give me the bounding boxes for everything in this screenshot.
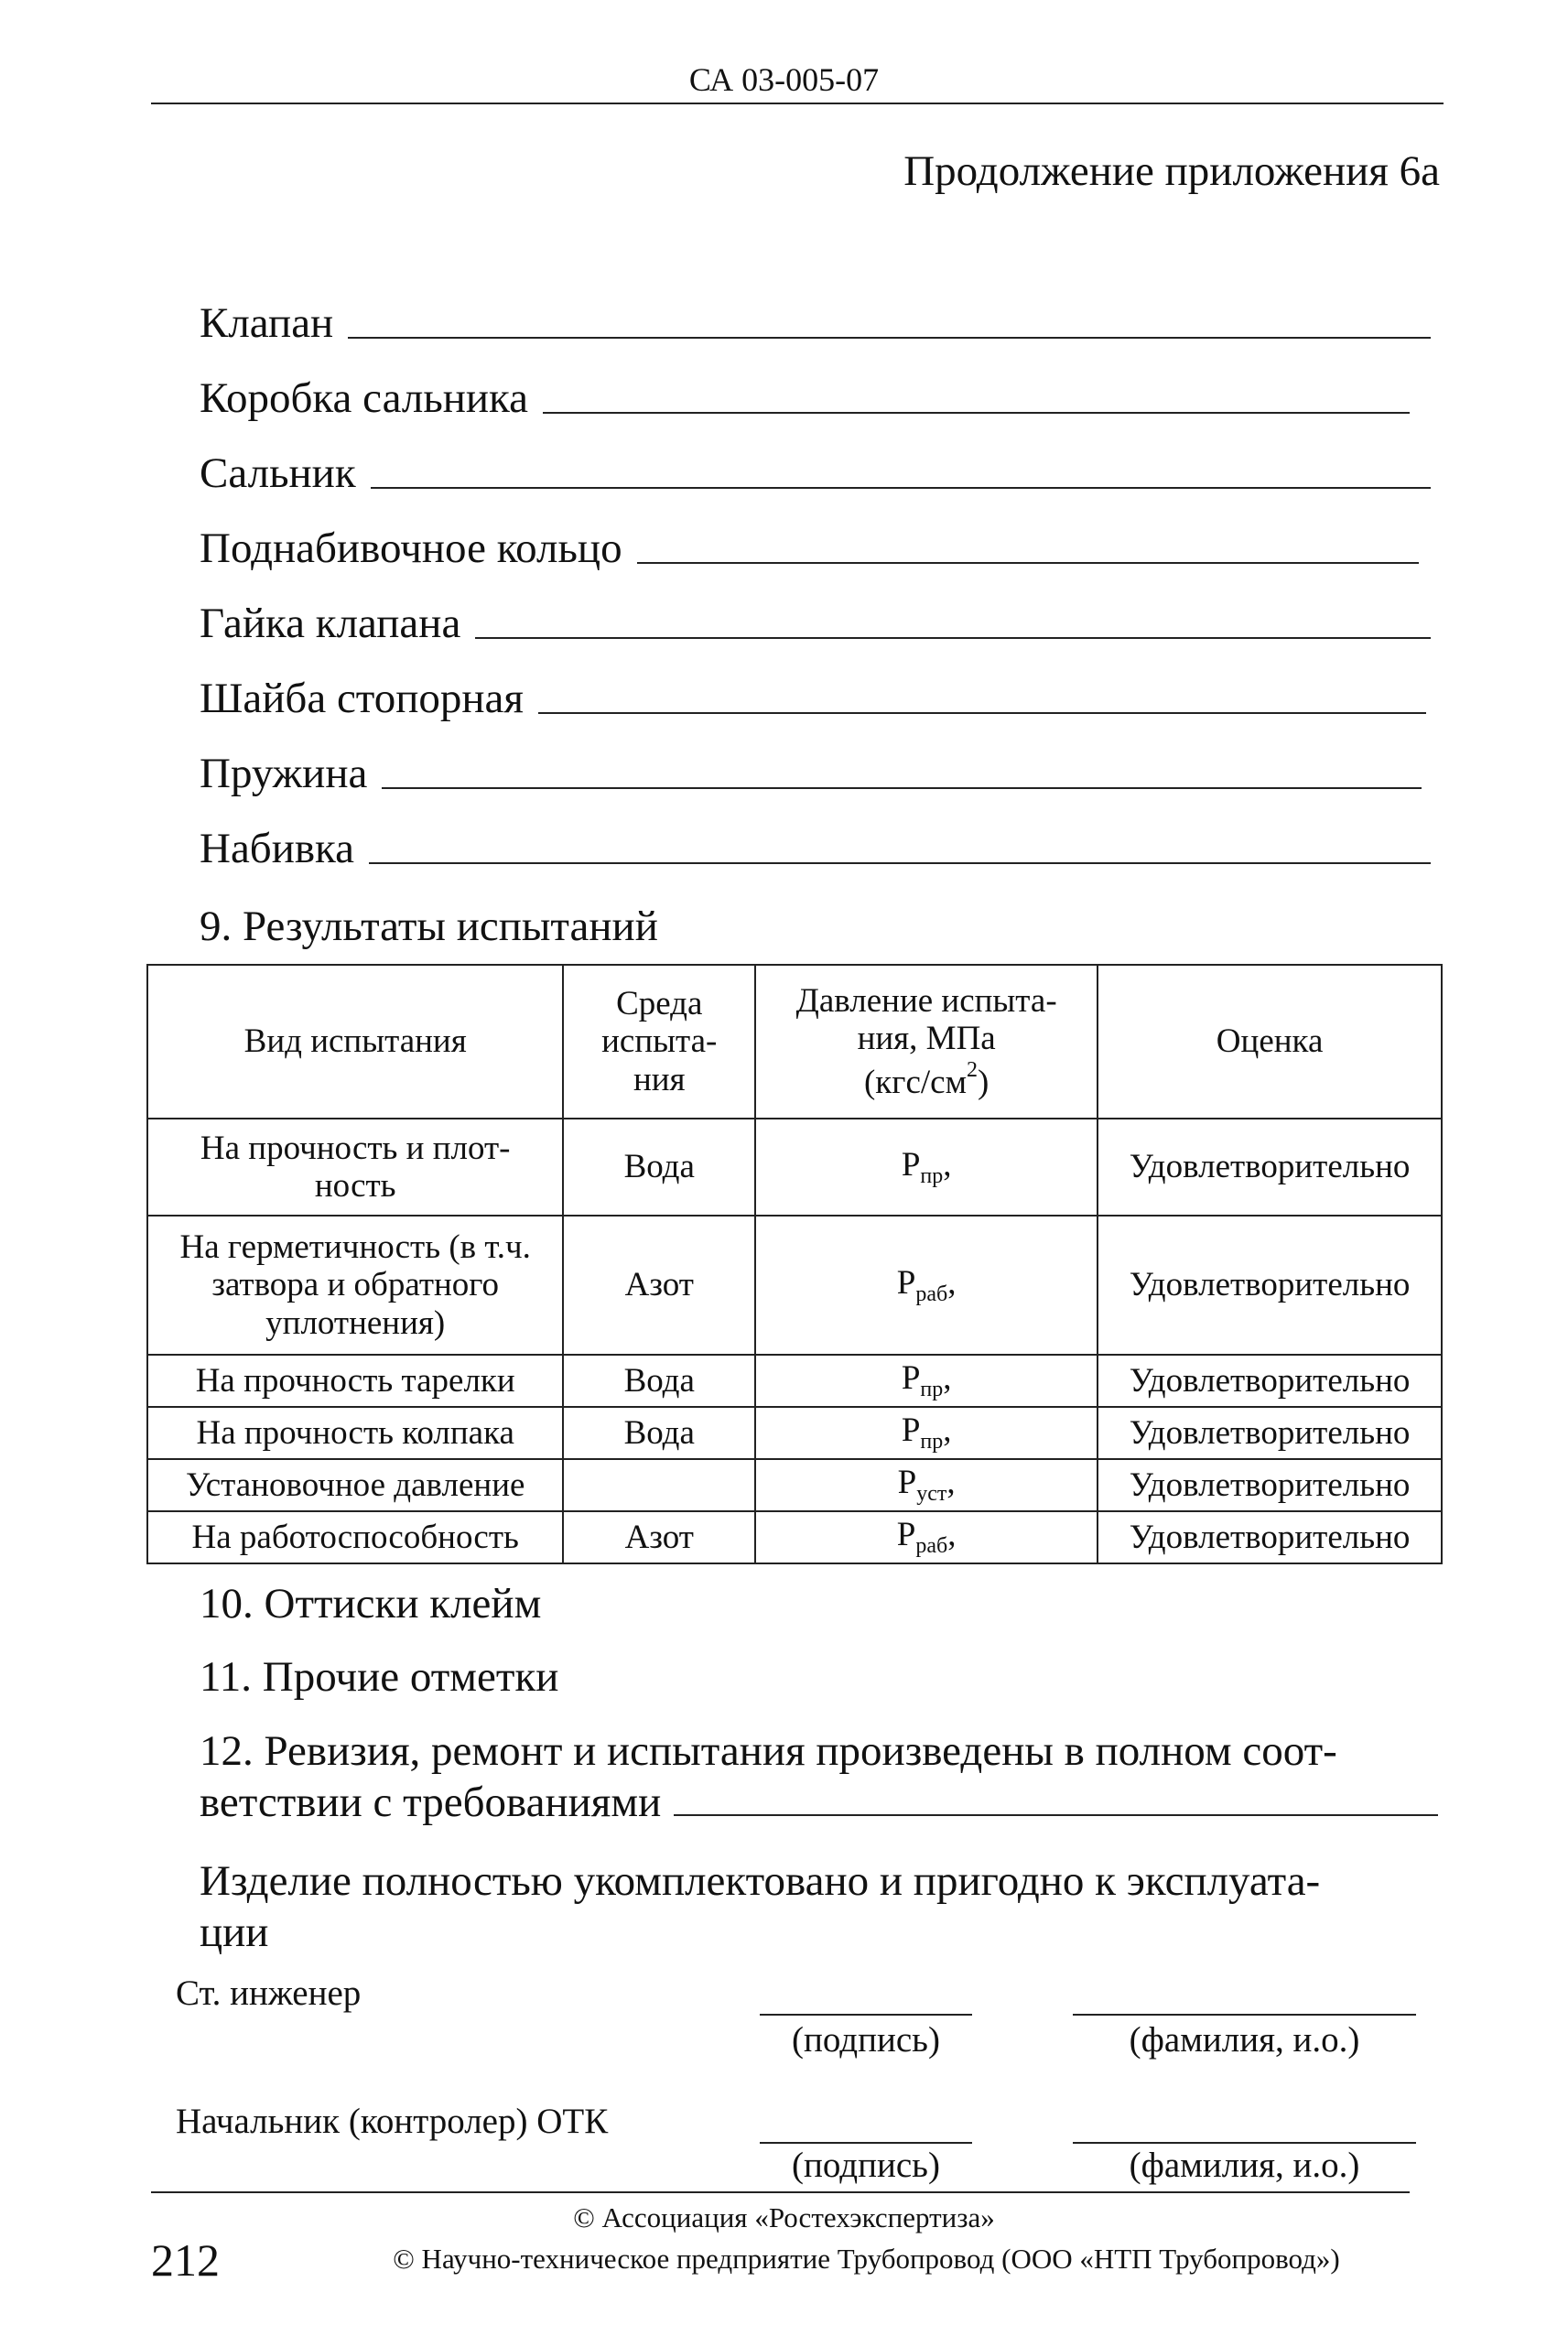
section-12-line1: 12. Ревизия, ремонт и испытания произведены в полном соот- xyxy=(200,1727,1337,1775)
field-spring xyxy=(200,743,1422,798)
cell-medium: Вода xyxy=(563,1119,755,1216)
header-rule xyxy=(151,103,1444,104)
cell-test-type: На прочность колпака xyxy=(147,1407,563,1459)
cell-rating: Удовлетворительно xyxy=(1098,1511,1442,1563)
cell-pressure: $Р_{пр}$, xyxy=(755,1119,1098,1216)
fill-line xyxy=(543,412,1410,414)
field-label: Клапан xyxy=(200,299,334,347)
field-label: Гайка клапана xyxy=(200,600,461,647)
field-label: Набивка xyxy=(200,825,355,872)
cell-pressure: $Р_{пр}$, xyxy=(755,1355,1098,1407)
test-results-table xyxy=(146,964,1443,1564)
fill-line xyxy=(674,1813,1438,1816)
header-rating: Оценка xyxy=(1098,965,1442,1119)
signature-caption: (подпись) xyxy=(792,2146,940,2185)
fill-line xyxy=(348,337,1431,339)
name-line xyxy=(1073,2014,1416,2016)
cell-test-type: На герметичность (в т.ч. затвора и обратного уплотнения) xyxy=(147,1216,563,1355)
field-valve xyxy=(200,293,1431,348)
page-number: 212 xyxy=(151,2234,220,2286)
section-11-notes: 11. Прочие отметки xyxy=(200,1653,559,1701)
signer-otk-label: Начальник (контролер) ОТК xyxy=(176,2102,609,2141)
cell-pressure: $Р_{раб}$, xyxy=(755,1216,1098,1355)
table-row xyxy=(147,1511,1442,1563)
cell-medium: Вода xyxy=(563,1355,755,1407)
table-row xyxy=(147,1119,1442,1216)
table-header-row xyxy=(147,965,1442,1119)
section-9-title: 9. Результаты испытаний xyxy=(200,903,658,950)
name-caption: (фамилия, и.о.) xyxy=(1129,2020,1360,2060)
cell-test-type: На прочность тарелки xyxy=(147,1355,563,1407)
conclusion-line1: Изделие полностью укомплектовано и пригодно к эксплуата- xyxy=(200,1857,1321,1905)
copyright-association: © Ассоциация «Ростехэкспертиза» xyxy=(573,2201,995,2233)
field-label: Коробка сальника xyxy=(200,374,529,422)
fill-line xyxy=(369,862,1431,864)
field-lock-washer xyxy=(200,668,1426,723)
header-pressure: Давление испыта- ния, МПа $(кгс/см^2)$ xyxy=(755,965,1098,1119)
name-line xyxy=(1073,2142,1416,2144)
header-medium: Среда испыта- ния xyxy=(563,965,755,1119)
field-label: Сальник xyxy=(200,449,356,497)
cell-pressure: $Р_{уст}$, xyxy=(755,1459,1098,1511)
field-label: Поднабивочное кольцо xyxy=(200,524,622,572)
conclusion-line2: ции xyxy=(200,1909,269,1957)
section-10-stamps: 10. Оттиски клейм xyxy=(200,1580,542,1628)
cell-rating: Удовлетворительно xyxy=(1098,1407,1442,1459)
cell-test-type: На работоспособность xyxy=(147,1511,563,1563)
copyright-enterprise: © Научно-техническое предприятие Трубопровод (ООО «НТП Трубопровод») xyxy=(393,2243,1340,2275)
field-label: Шайба стопорная xyxy=(200,675,524,722)
fill-line xyxy=(371,487,1431,489)
field-packing-ring xyxy=(200,518,1419,573)
fill-line xyxy=(382,787,1422,789)
continuation-title: Продолжение приложения 6а xyxy=(903,147,1440,195)
field-packing xyxy=(200,818,1431,873)
cell-rating: Удовлетворительно xyxy=(1098,1119,1442,1216)
document-code: СА 03-005-07 xyxy=(688,61,880,98)
signer-engineer-label: Ст. инженер xyxy=(176,1974,362,2013)
table-row xyxy=(147,1355,1442,1407)
fill-line xyxy=(538,712,1426,714)
cell-pressure: $Р_{раб}$, xyxy=(755,1511,1098,1563)
field-gland-box xyxy=(200,368,1410,423)
signature-line xyxy=(760,2142,972,2144)
signature-line xyxy=(760,2014,972,2016)
cell-test-type: На прочность и плот- ность xyxy=(147,1119,563,1216)
field-label: Пружина xyxy=(200,750,368,797)
section-12-line2: ветствии с требованиями xyxy=(200,1777,1443,1828)
cell-medium: Вода xyxy=(563,1407,755,1459)
field-valve-nut xyxy=(200,593,1431,648)
fill-line xyxy=(637,562,1419,564)
cell-rating: Удовлетворительно xyxy=(1098,1216,1442,1355)
name-caption: (фамилия, и.о.) xyxy=(1129,2146,1360,2185)
cell-rating: Удовлетворительно xyxy=(1098,1355,1442,1407)
fill-line xyxy=(475,637,1431,639)
cell-pressure: $Р_{пр}$, xyxy=(755,1407,1098,1459)
header-test-type: Вид испытания xyxy=(147,965,563,1119)
table-row xyxy=(147,1216,1442,1355)
table-row xyxy=(147,1407,1442,1459)
cell-test-type: Установочное давление xyxy=(147,1459,563,1511)
footer-rule xyxy=(151,2191,1410,2193)
cell-medium xyxy=(563,1459,755,1511)
section-12-statement xyxy=(200,1725,1443,1829)
conclusion-statement xyxy=(200,1855,1443,1959)
cell-medium: Азот xyxy=(563,1511,755,1563)
field-gland xyxy=(200,443,1431,498)
cell-rating: Удовлетворительно xyxy=(1098,1459,1442,1511)
table-row xyxy=(147,1459,1442,1511)
signature-caption: (подпись) xyxy=(792,2020,940,2060)
cell-medium: Азот xyxy=(563,1216,755,1355)
